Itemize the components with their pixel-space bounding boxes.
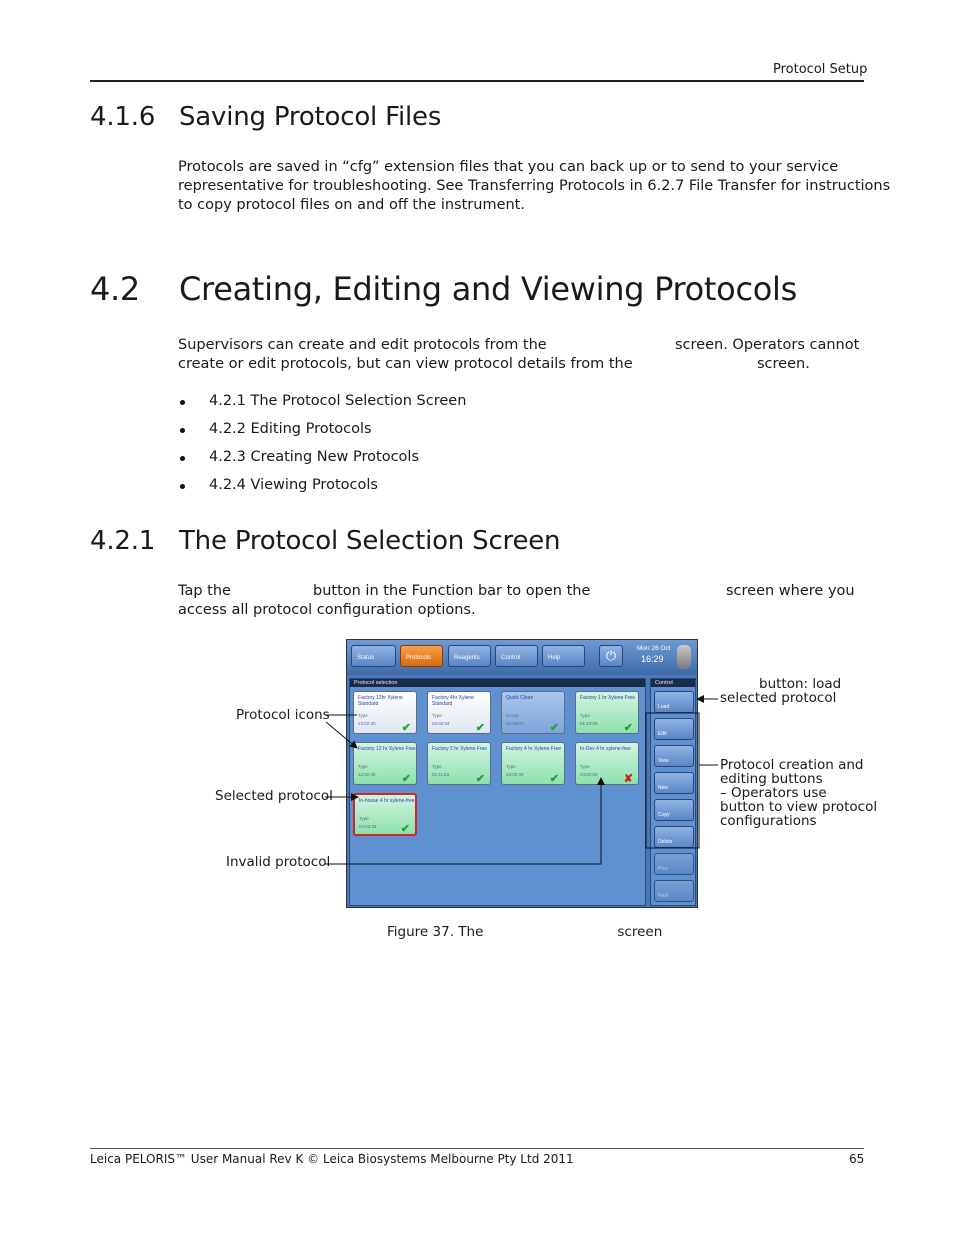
- panel-title: Protocol selection: [350, 679, 645, 687]
- callout-line: editing buttons: [720, 771, 823, 787]
- callout-line: button to view protocol: [720, 799, 878, 815]
- protocol-duration: 04:02:34: [359, 824, 377, 829]
- protocol-name: Factory 12hr Xylene Standard: [358, 695, 403, 707]
- protocol-name: Quick Clean: [506, 695, 534, 701]
- view-button[interactable]: View: [654, 745, 694, 767]
- status-button[interactable]: Status: [351, 645, 396, 667]
- protocol-name: In-Dev 4 hr xylene-free: [580, 746, 631, 752]
- protocol-type-label: Type: [506, 764, 516, 769]
- section-number: 4.1.6: [90, 102, 156, 132]
- control-button[interactable]: Control: [495, 645, 538, 667]
- callout-protocol-icons: Protocol icons: [236, 707, 330, 723]
- list-item[interactable]: 4.2.1 The Protocol Selection Screen: [178, 393, 466, 421]
- protocol-type-label: Type: [358, 713, 368, 718]
- valid-check-icon: ✔: [623, 722, 633, 734]
- section-title: The Protocol Selection Screen: [179, 526, 561, 556]
- section-number: 4.2: [90, 270, 140, 308]
- callout-load-line1: button: load: [759, 676, 842, 692]
- load-button[interactable]: Load: [654, 691, 694, 713]
- callout-line: Protocol creation and: [720, 757, 864, 773]
- paragraph-intro-line1: Supervisors can create and edit protocols from the: [178, 337, 547, 353]
- list-item[interactable]: 4.2.3 Creating New Protocols: [178, 449, 466, 477]
- protocol-duration: 12:02:30: [358, 721, 376, 726]
- delete-button[interactable]: Delete: [654, 826, 694, 848]
- protocol-name: Factory 12 hr Xylene Free: [358, 746, 416, 752]
- protocol-name: In-house 4 hr xylene-free: [359, 798, 415, 804]
- protocol-type-label: Type: [580, 713, 590, 718]
- protocol-duration: 04:02:08: [506, 772, 524, 777]
- paragraph-line: representative for troubleshooting. See Transferring Protocols in 6.2.7 File Transfer for instructions: [178, 178, 891, 194]
- protocol-name: Factory 1 hr Xylene Free: [580, 695, 636, 701]
- protocol-name: Factory 2 hr Xylene Free: [432, 746, 488, 752]
- callout-line: configurations: [720, 813, 817, 829]
- new-button[interactable]: New: [654, 772, 694, 794]
- protocol-duration: 01:18:03: [506, 721, 524, 726]
- paragraph-line: to copy protocol files on and off the instrument.: [178, 197, 525, 213]
- copy-button[interactable]: Copy: [654, 799, 694, 821]
- power-icon[interactable]: ⏻: [599, 645, 623, 667]
- page-number: 65: [849, 1152, 865, 1166]
- paragraph-tap-c: screen where you: [726, 583, 855, 599]
- valid-check-icon: ✔: [400, 823, 410, 835]
- section-title: Saving Protocol Files: [179, 102, 442, 132]
- protocol-duration: 01:10:06: [580, 721, 598, 726]
- figure-caption: [387, 924, 662, 940]
- protocol-duration: 02:11:53: [432, 772, 450, 777]
- paragraph-intro-line2-end: screen.: [757, 356, 810, 372]
- paragraph-intro-line1-end: screen. Operators cannot: [675, 337, 860, 353]
- list-item[interactable]: 4.2.4 Viewing Protocols: [178, 477, 466, 505]
- list-item[interactable]: 4.2.2 Editing Protocols: [178, 421, 466, 449]
- valid-check-icon: ✔: [401, 773, 411, 785]
- section-number: 4.2.1: [90, 526, 156, 556]
- paragraph-tap-a: Tap the: [178, 583, 231, 599]
- footer-copyright: Leica PELORIS™ User Manual Rev K © Leica Biosystems Melbourne Pty Ltd 2011: [90, 1152, 574, 1166]
- valid-check-icon: ✔: [475, 773, 485, 785]
- protocol-type-label: Type: [358, 764, 368, 769]
- paragraph-intro-line2: create or edit protocols, but can view protocol details from the: [178, 356, 633, 372]
- protocol-type-label: Group: [506, 713, 519, 718]
- callout-invalid-protocol: Invalid protocol: [226, 854, 331, 870]
- section-title: Creating, Editing and Viewing Protocols: [179, 270, 797, 308]
- paragraph-line: Protocols are saved in “cfg” extension files that you can back up or to send to your service: [178, 159, 839, 175]
- valid-check-icon: ✔: [401, 722, 411, 734]
- protocol-name: Factory 4hr Xylene Standard: [432, 695, 474, 707]
- paragraph-tap-line2: access all protocol configuration options.: [178, 602, 476, 618]
- protocols-button[interactable]: Protocols: [400, 645, 443, 667]
- callout-selected-protocol: Selected protocol: [215, 788, 333, 804]
- prev-button[interactable]: Prev: [654, 853, 694, 875]
- caption-prefix: Figure 37. The: [387, 924, 484, 940]
- edit-button[interactable]: Edit: [654, 718, 694, 740]
- protocol-duration: 12:02:35: [358, 772, 376, 777]
- caption-suffix: screen: [617, 924, 663, 940]
- time-display: 16:29: [641, 654, 664, 664]
- paragraph-tap-b: button in the Function bar to open the: [313, 583, 591, 599]
- reagents-button[interactable]: Reagents: [448, 645, 491, 667]
- protocol-duration: 04:02:34: [432, 721, 450, 726]
- valid-check-icon: ✔: [475, 722, 485, 734]
- date-display: Mon 26 Oct: [637, 645, 671, 652]
- protocol-type-label: Type: [359, 816, 369, 821]
- help-button[interactable]: Help: [542, 645, 585, 667]
- creation-buttons-bracket: [646, 713, 699, 848]
- running-head: Protocol Setup: [773, 62, 868, 77]
- invalid-cross-icon: ✘: [623, 773, 633, 785]
- protocol-type-label: Type: [580, 764, 590, 769]
- valid-check-icon: ✔: [549, 722, 559, 734]
- leader-icons-bottom: [326, 722, 357, 748]
- valid-check-icon: ✔: [549, 773, 559, 785]
- callout-line: – Operators use: [720, 785, 827, 801]
- protocol-type-label: Type: [432, 713, 442, 718]
- protocol-type-label: Type: [432, 764, 442, 769]
- panel-title: Control: [651, 679, 695, 687]
- protocol-duration: 04:02:00: [580, 772, 598, 777]
- callout-load-line2: selected protocol: [720, 690, 837, 706]
- footer-rule: [90, 1148, 864, 1149]
- protocol-name: Factory 4 hr Xylene Free: [506, 746, 562, 752]
- next-button[interactable]: Next: [654, 880, 694, 902]
